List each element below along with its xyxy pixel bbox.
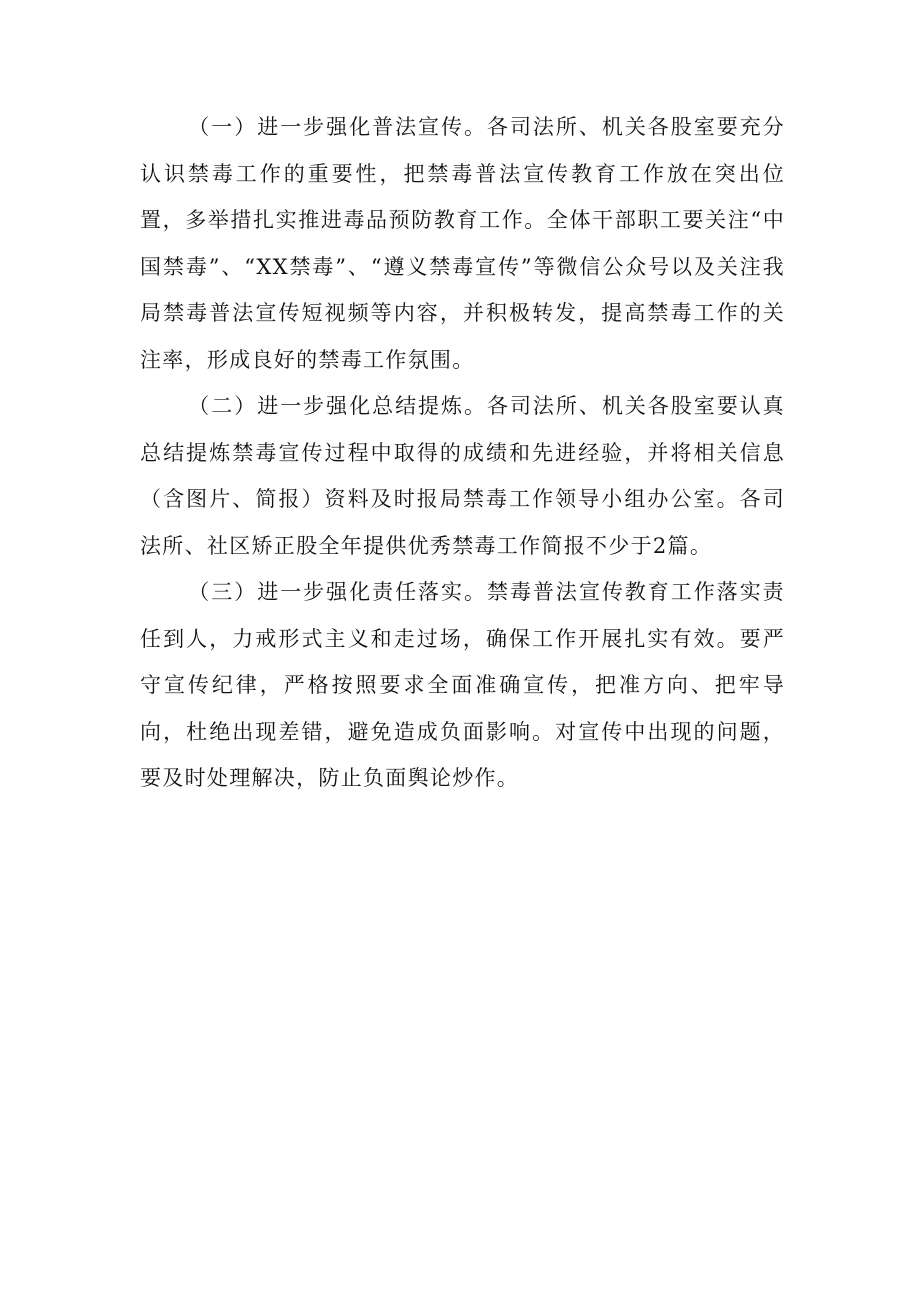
- paragraph-responsibility: （三）进一步强化责任落实。禁毒普法宣传教育工作落实责任到人，力戒形式主义和走过场，确保工作开展扎实有效。要严守宣传纪律，严格按照要求全面准确宣传，把准方向、把牢导向，杜绝出现差错，避免造成负面影响。对宣传中出现的问题，要及时处理解决，防止负面舆论炒作。: [140, 580, 785, 790]
- document-body: [140, 104, 785, 802]
- paragraph-summary: （二）进一步强化总结提炼。各司法所、机关各股室要认真总结提炼禁毒宣传过程中取得的成绩和先进经验，并将相关信息（含图片、简报）资料及时报局禁毒工作领导小组办公室。各司法所、社区矫正股全年提供优秀禁毒工作简报不少于2篇。: [140, 394, 785, 558]
- paragraph-publicity: （一）进一步强化普法宣传。各司法所、机关各股室要充分认识禁毒工作的重要性，把禁毒普法宣传教育工作放在突出位置，多举措扎实推进毒品预防教育工作。全体干部职工要关注“中国禁毒”、“XX禁毒”、“遵义禁毒宣传”等微信公众号以及关注我局禁毒普法宣传短视频等内容，并积极转发，提高禁毒工作的关注率，形成良好的禁毒工作氛围。: [140, 115, 785, 372]
